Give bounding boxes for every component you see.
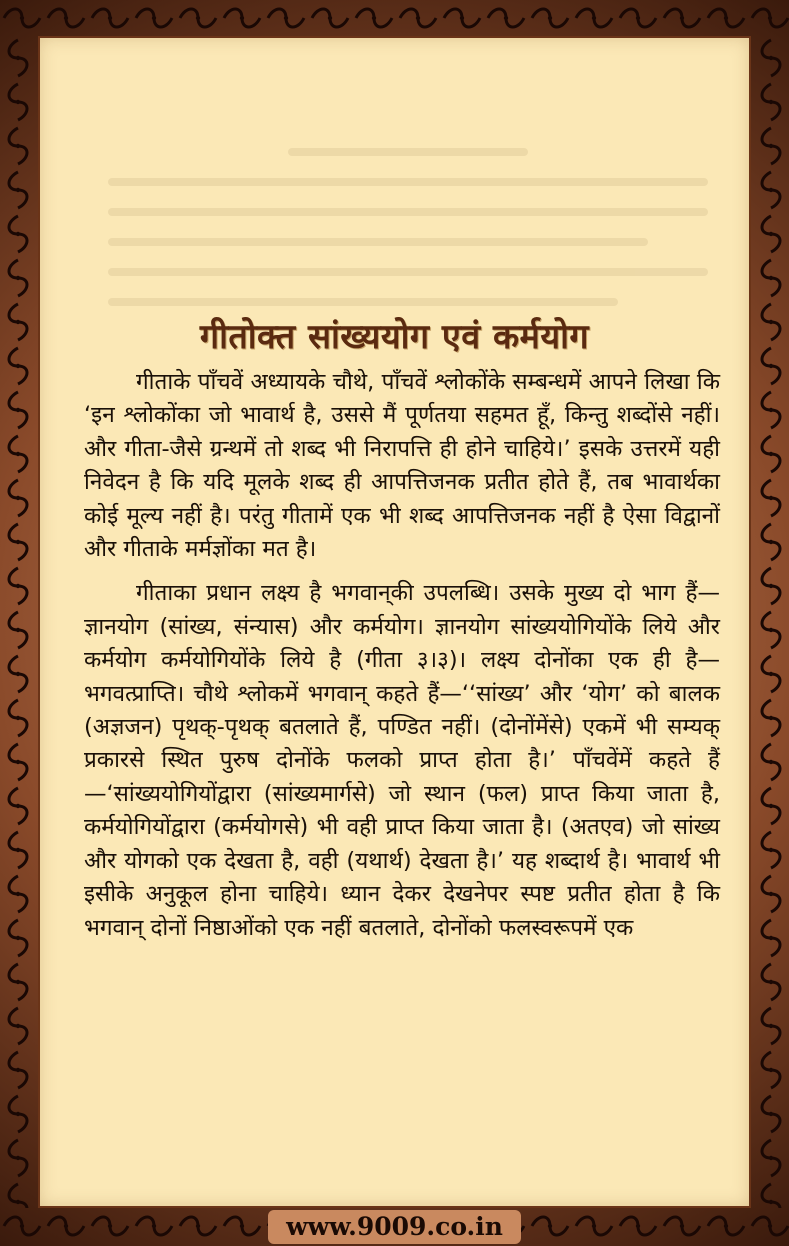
page-title: गीतोक्त सांख्ययोग एवं कर्मयोग [199, 317, 590, 357]
border-ornament-left [0, 36, 36, 1208]
paragraph-2: गीताका प्रधान लक्ष्य है भगवान्‌की उपलब्धि। उसके मुख्य दो भाग हैं—ज्ञानयोग (सांख्य, संन्यास) और कर्मयोग। ज्ञानयोग सांख्ययोगियोंके लिये और कर्मयोग कर्मयोगियोंके लिये है (गीता ३।३)। लक्ष्य दोनोंका एक ही है—भगवत्प्राप्ति। चौथे श्लोकमें भगवान् कहते हैं—‘‘सांख्य’ और ‘योग’ को बालक (अज्ञजन) पृथक्-पृथक् बतलाते हैं, पण्डित नहीं। (दोनोंमेंसे) एकमें भी सम्यक् प्रकारसे स्थित पुरुष दोनोंके फलको प्राप्त होता है।’ पाँचवेंमें कहते हैं—‘सांख्ययोगियोंद्वारा (सांख्यमार्गसे) जो स्थान (फल) प्राप्त किया जाता है, कर्मयोगियोंद्वारा (कर्मयोगसे) भी वही प्राप्त किया जाता है। (अतएव) जो सांख्य और योगको एक देखता है, वही (यथार्थ) देखता है।’ यह शब्दार्थ है। भावार्थ भी इसीके अनुकूल होना चाहिये। ध्यान देकर देखनेपर स्पष्ट प्रतीत होता है कि भगवान् दोनों निष्ठाओंको एक नहीं बतलाते, दोनोंको फलस्वरूपमें एक [84, 580, 720, 941]
footer-website [0, 1210, 789, 1244]
website-label: www.9009.co.in [268, 1210, 521, 1244]
paragraph-1: गीताके पाँचवें अध्यायके चौथे, पाँचवें श्लोकोंके सम्बन्धमें आपने लिखा कि ‘इन श्लोकोंका जो भावार्थ है, उससे मैं पूर्णतया सहमत हूँ, किन्तु शब्दोंसे नहीं। और गीता-जैसे ग्रन्थमें तो शब्द भी निरापत्ति ही होने चाहिये।’ इसके उत्तरमें यही निवेदन है कि यदि मूलके शब्द ही आपत्तिजनक प्रतीत होते हैं, तब भावार्थका कोई मूल्य नहीं है। परंतु गीतामें एक भी शब्द आपत्तिजनक नहीं है ऐसा विद्वानों और गीताके मर्मज्ञोंका मत है। [84, 369, 720, 563]
page-panel [38, 36, 751, 1208]
border-ornament-top [0, 0, 789, 36]
border-ornament-right [753, 36, 789, 1208]
page-body [84, 366, 720, 945]
